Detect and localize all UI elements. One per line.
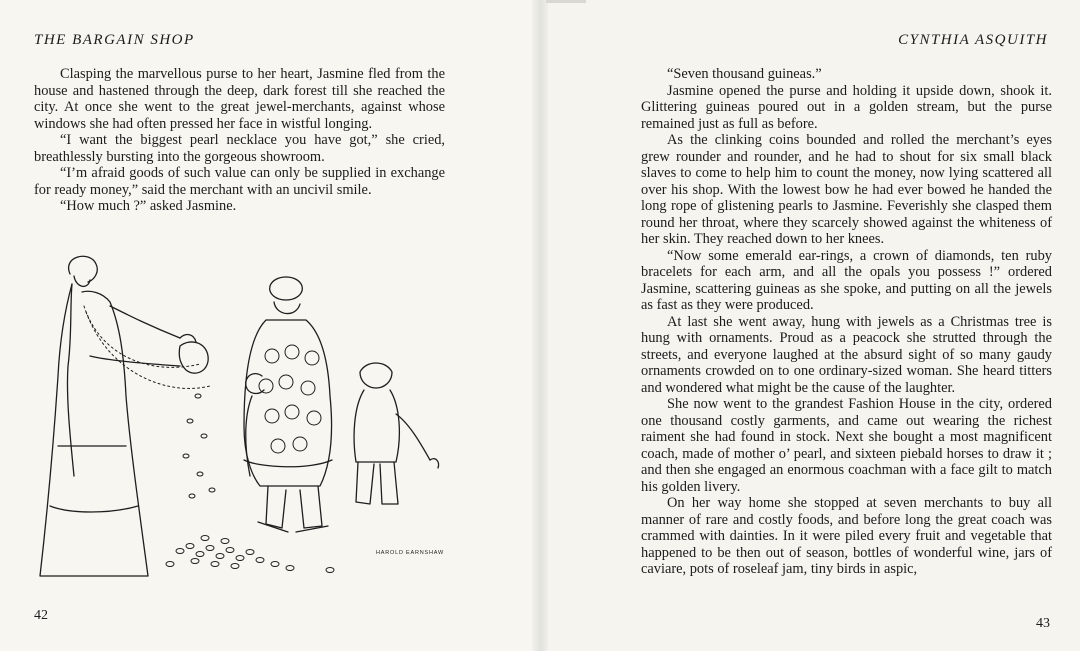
left-body-text	[34, 66, 445, 215]
paragraph: Clasping the marvellous purse to her heart, Jasmine fled from the house and hastened through the deep, dark forest till she reached the city. At once she went to the great jewel-merchants, against whose windows she had often pressed her face in wistful longing.	[34, 66, 445, 132]
running-head-right: CYNTHIA ASQUITH	[898, 32, 1048, 48]
right-body-text	[641, 66, 1052, 578]
paragraph: Jasmine opened the purse and holding it upside down, shook it. Glittering guineas poured out in a golden stream, but the purse remained just as full as before.	[641, 82, 1052, 132]
running-head-left: THE BARGAIN SHOP	[34, 32, 195, 48]
page-edge-mark	[546, 0, 586, 3]
paragraph: She now went to the grandest Fashion House in the city, ordered one thousand costly garments, and came out wearing the richest raiment she had found in stock. Next she bought a most magnificent coach, made of mother o’ pearl, and sixteen piebald horses to draw it ; and then she engaged an enormous coachman with a face gilt to match his golden livery.	[641, 396, 1052, 495]
paragraph: As the clinking coins bounded and rolled the merchant’s eyes grew rounder and rounder, and he had to shout for six small black slaves to come to help him to count the money, now lying scattered all over his shop. With the lowest bow he had ever bowed he handed the long rope of glistening pearls to Jasmine. Feverishly she clasped them round her throat, where they scarcely showed against the whiteness of her skin. They reached down to her knees.	[641, 132, 1052, 247]
pearl-necklace	[84, 306, 210, 388]
paragraph: “How much ?” asked Jasmine.	[60, 198, 237, 214]
paragraph: “I’m afraid goods of such value can only be supplied in exchange for ready money,” said the merchant with an uncivil smile.	[34, 165, 445, 198]
page-number-left: 42	[34, 608, 48, 623]
illustration	[30, 246, 460, 591]
slave-boy-right	[354, 363, 438, 504]
paragraph: On her way home she stopped at seven merchants to buy all manner of rare and costly foods, and before long the great coach was crammed with dainties. In it were piled every fruit and vegetable that happened to be then out of season, bottles of wonderful wine, jars of caviare, pots of roseleaf jam, tiny birds in aspic,	[641, 495, 1052, 577]
purse	[179, 342, 208, 373]
jasmine-figure	[40, 256, 196, 576]
paragraph: “I want the biggest pearl necklace you have got,” she cried, breathlessly bursting into the gorgeous showroom.	[34, 132, 445, 165]
paragraph: “Seven thousand guineas.”	[667, 66, 822, 82]
coin-pile	[166, 536, 334, 573]
falling-coins	[183, 394, 215, 498]
illustration-signature: HAROLD EARNSHAW	[376, 550, 445, 556]
book-gutter	[532, 0, 548, 651]
paragraph: At last she went away, hung with jewels as a Christmas tree is hung with ornaments. Proud as a peacock she strutted through the streets, and everyone laughed at the absurd sight of so many gaudy ornaments crowded on to one ordinary-sized woman. She heard titters and wondered what might be the cause of the laughter.	[641, 313, 1052, 396]
page-number-right: 43	[1036, 616, 1050, 631]
merchant-figure	[244, 277, 332, 532]
paragraph: “Now some emerald ear-rings, a crown of diamonds, ten ruby bracelets for each arm, and all the opals you possess !” ordered Jasmine, scattering guineas as she spoke, and putting on all the jewels as fast as they were produced.	[641, 247, 1052, 313]
